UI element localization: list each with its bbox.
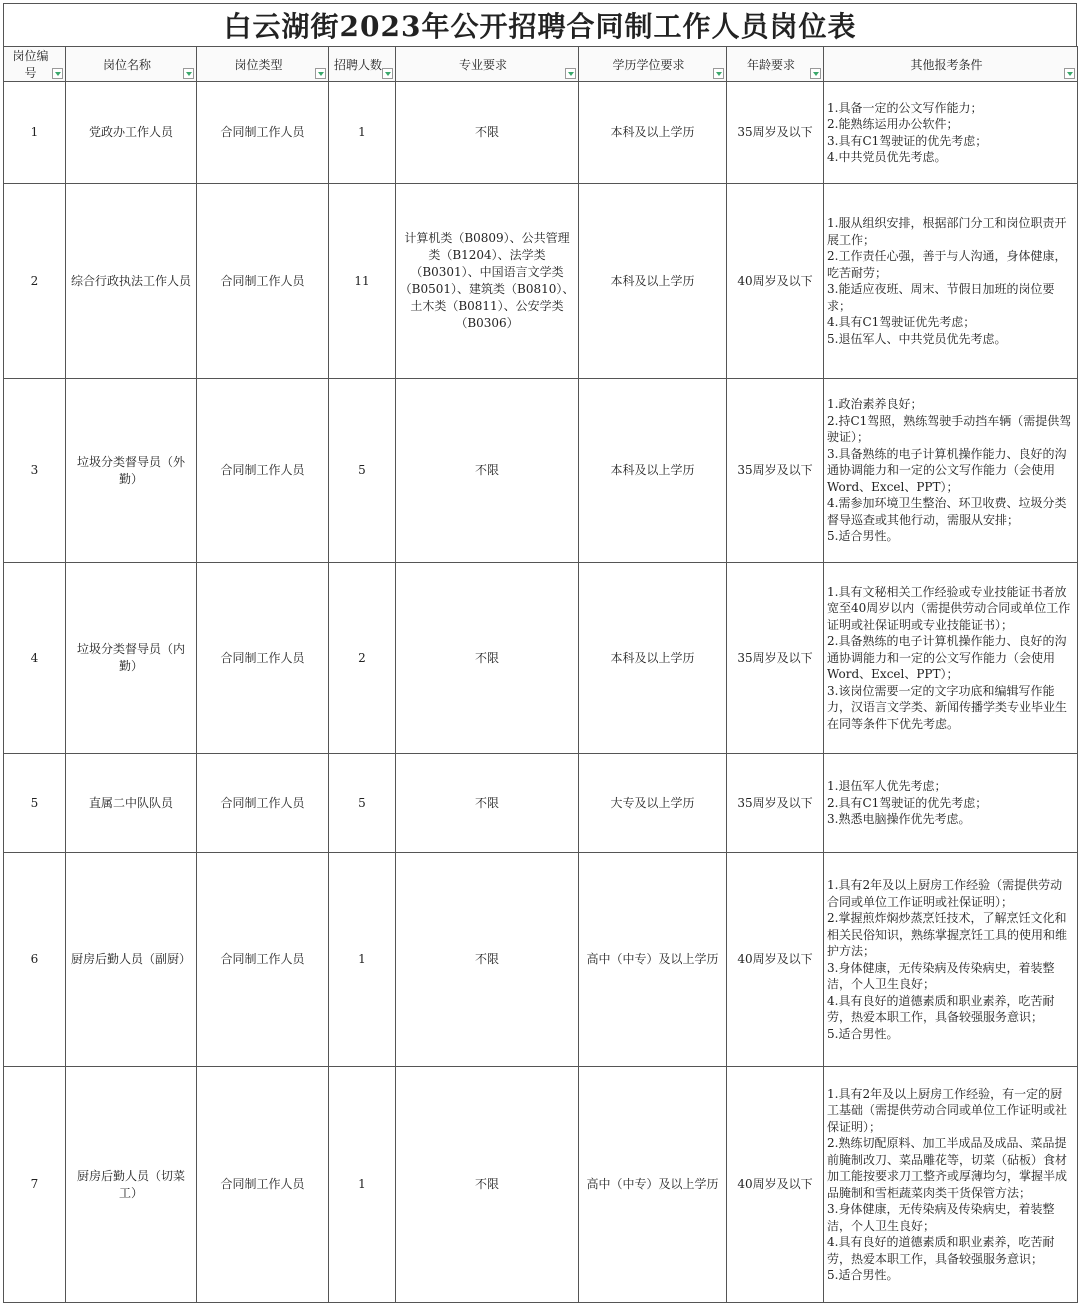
condition-line: 2.掌握煎炸焖炒蒸烹饪技术，了解烹饪文化和相关民俗知识，熟练掌握烹饪工具的使用和维护方法； xyxy=(827,911,1068,958)
cell-type: 合同制工作人员 xyxy=(197,853,329,1067)
cell-count: 5 xyxy=(329,754,396,853)
cell-edu: 本科及以上学历 xyxy=(579,184,727,379)
col-header-id: 岗位编号 xyxy=(4,47,66,82)
cell-major: 计算机类（B0809）、公共管理类（B1204）、法学类（B0301）、中国语言文学类（B0501）、建筑类（B0810）、土木类（B0811）、公安学类（B0306） xyxy=(396,184,579,379)
cell-name: 厨房后勤人员（切菜工） xyxy=(66,1067,197,1303)
cell-conditions xyxy=(824,754,1078,853)
cell-count: 1 xyxy=(329,853,396,1067)
col-header-major: 专业要求 xyxy=(396,47,579,82)
cell-id: 3 xyxy=(4,379,66,563)
filter-dropdown-icon[interactable] xyxy=(713,68,724,79)
filter-dropdown-icon[interactable] xyxy=(565,68,576,79)
condition-line: 2.工作责任心强，善于与人沟通，身体健康，吃苦耐劳； xyxy=(827,249,1067,280)
filter-dropdown-icon[interactable] xyxy=(382,68,393,79)
cell-major: 不限 xyxy=(396,563,579,754)
cell-type: 合同制工作人员 xyxy=(197,754,329,853)
condition-line: 2.具有C1驾驶证的优先考虑； xyxy=(827,795,988,810)
cell-name: 党政办工作人员 xyxy=(66,82,197,184)
filter-dropdown-icon[interactable] xyxy=(183,68,194,79)
cell-type: 合同制工作人员 xyxy=(197,82,329,184)
filter-dropdown-icon[interactable] xyxy=(810,68,821,79)
condition-line: 3.身体健康，无传染病及传染病史，着装整洁，个人卫生良好； xyxy=(827,1202,1055,1233)
table-row xyxy=(4,379,1078,563)
col-header-name: 岗位名称 xyxy=(66,47,197,82)
col-header-conditions: 其他报考条件 xyxy=(824,47,1078,82)
cell-id: 4 xyxy=(4,563,66,754)
cell-id: 6 xyxy=(4,853,66,1067)
cell-name: 综合行政执法工作人员 xyxy=(66,184,197,379)
recruitment-sheet xyxy=(3,3,1077,1303)
cell-edu: 高中（中专）及以上学历 xyxy=(579,853,727,1067)
cell-count: 1 xyxy=(329,1067,396,1303)
table-row xyxy=(4,853,1078,1067)
condition-line: 5.退伍军人、中共党员优先考虑。 xyxy=(827,331,1007,346)
condition-line: 1.具有文秘相关工作经验或专业技能证书者放宽至40周岁以内（需提供劳动合同或单位工作证明或社保证明或专业技能证书）； xyxy=(827,584,1071,632)
cell-conditions xyxy=(824,379,1078,563)
cell-conditions xyxy=(824,184,1078,379)
cell-name: 垃圾分类督导员（内勤） xyxy=(66,563,197,754)
cell-major: 不限 xyxy=(396,754,579,853)
cell-conditions xyxy=(824,82,1078,184)
condition-line: 1.具有2年及以上厨房工作经验，有一定的厨工基础（需提供劳动合同或单位工作证明或社保证明）； xyxy=(827,1086,1068,1134)
col-header-count: 招聘人数 xyxy=(329,47,396,82)
col-header-edu: 学历学位要求 xyxy=(579,47,727,82)
filter-dropdown-icon[interactable] xyxy=(1064,68,1075,79)
cell-edu: 大专及以上学历 xyxy=(579,754,727,853)
condition-line: 5.适合男性。 xyxy=(827,1026,899,1041)
cell-age: 40周岁及以下 xyxy=(727,184,824,379)
condition-line: 4.具有良好的道德素质和职业素养，吃苦耐劳，热爱本职工作，具备较强服务意识； xyxy=(827,993,1055,1024)
condition-line: 1.具备一定的公文写作能力； xyxy=(827,100,983,115)
table-row xyxy=(4,754,1078,853)
condition-line: 3.能适应夜班、周末、节假日加班的岗位要求； xyxy=(827,282,1055,313)
condition-line: 2.熟练切配原料、加工半成品及成品、菜品提前腌制改刀、菜品雕花等，切菜（砧板）食材加工能按要求刀工整齐或厚薄均匀，掌握半成品腌制和雪柜蔬菜肉类干货保管方法； xyxy=(827,1136,1068,1200)
cell-major: 不限 xyxy=(396,82,579,184)
table-row xyxy=(4,82,1078,184)
cell-conditions xyxy=(824,1067,1078,1303)
condition-line: 5.适合男性。 xyxy=(827,1268,899,1282)
cell-major: 不限 xyxy=(396,379,579,563)
condition-line: 3.身体健康，无传染病及传染病史，着装整洁，个人卫生良好； xyxy=(827,960,1055,991)
cell-age: 40周岁及以下 xyxy=(727,1067,824,1303)
cell-age: 35周岁及以下 xyxy=(727,379,824,563)
cell-edu: 本科及以上学历 xyxy=(579,379,727,563)
cell-age: 35周岁及以下 xyxy=(727,754,824,853)
condition-line: 2.持C1驾照，熟练驾驶手动挡车辆（需提供驾驶证）； xyxy=(827,413,1072,445)
cell-edu: 本科及以上学历 xyxy=(579,82,727,184)
table-row xyxy=(4,1067,1078,1303)
condition-line: 3.具备熟练的电子计算机操作能力、良好的沟通协调能力和一定的公文写作能力（会使用Word、Excel、PPT）； xyxy=(827,446,1067,494)
condition-line: 1.具有2年及以上厨房工作经验（需提供劳动合同或单位工作证明或社保证明）； xyxy=(827,878,1063,909)
table-row xyxy=(4,184,1078,379)
cell-name: 垃圾分类督导员（外勤） xyxy=(66,379,197,563)
page-title: 白云湖街2023年公开招聘合同制工作人员岗位表 xyxy=(3,3,1077,46)
cell-type: 合同制工作人员 xyxy=(197,563,329,754)
cell-conditions xyxy=(824,563,1078,754)
cell-type: 合同制工作人员 xyxy=(197,184,329,379)
cell-count: 5 xyxy=(329,379,396,563)
table-row xyxy=(4,563,1078,754)
header-row xyxy=(4,47,1078,82)
condition-line: 4.中共党员优先考虑。 xyxy=(827,150,947,164)
col-header-type: 岗位类型 xyxy=(197,47,329,82)
cell-count: 2 xyxy=(329,563,396,754)
cell-id: 2 xyxy=(4,184,66,379)
filter-dropdown-icon[interactable] xyxy=(315,68,326,79)
condition-line: 1.退伍军人优先考虑； xyxy=(827,779,947,794)
condition-line: 2.能熟练运用办公软件； xyxy=(827,117,959,131)
cell-count: 1 xyxy=(329,82,396,184)
cell-major: 不限 xyxy=(396,853,579,1067)
cell-id: 1 xyxy=(4,82,66,184)
condition-line: 2.具备熟练的电子计算机操作能力、良好的沟通协调能力和一定的公文写作能力（会使用Word、Excel、PPT）； xyxy=(827,634,1067,682)
condition-line: 3.具有C1驾驶证的优先考虑； xyxy=(827,133,988,148)
condition-line: 1.服从组织安排，根据部门分工和岗位职责开展工作； xyxy=(827,216,1067,247)
condition-line: 3.熟悉电脑操作优先考虑。 xyxy=(827,812,971,827)
cell-edu: 高中（中专）及以上学历 xyxy=(579,1067,727,1303)
cell-age: 35周岁及以下 xyxy=(727,563,824,754)
cell-major: 不限 xyxy=(396,1067,579,1303)
cell-edu: 本科及以上学历 xyxy=(579,563,727,754)
cell-age: 35周岁及以下 xyxy=(727,82,824,184)
filter-dropdown-icon[interactable] xyxy=(52,68,63,79)
condition-line: 4.具有C1驾驶证优先考虑； xyxy=(827,315,976,329)
condition-line: 4.需参加环境卫生整治、环卫收费、垃圾分类督导巡查或其他行动，需服从安排； xyxy=(827,496,1067,527)
condition-line: 3.该岗位需要一定的文字功底和编辑写作能力，汉语言文学类、新闻传播学类专业毕业生在同等条件下优先考虑。 xyxy=(827,683,1068,731)
cell-conditions xyxy=(824,853,1078,1067)
cell-id: 5 xyxy=(4,754,66,853)
cell-id: 7 xyxy=(4,1067,66,1303)
condition-line: 5.适合男性。 xyxy=(827,529,899,544)
cell-count: 11 xyxy=(329,184,396,379)
cell-age: 40周岁及以下 xyxy=(727,853,824,1067)
condition-line: 4.具有良好的道德素质和职业素养，吃苦耐劳，热爱本职工作，具备较强服务意识； xyxy=(827,1235,1055,1266)
cell-name: 厨房后勤人员（副厨） xyxy=(66,853,197,1067)
cell-type: 合同制工作人员 xyxy=(197,379,329,563)
cell-type: 合同制工作人员 xyxy=(197,1067,329,1303)
condition-line: 1.政治素养良好； xyxy=(827,397,923,412)
positions-table xyxy=(3,46,1078,1303)
col-header-age: 年龄要求 xyxy=(727,47,824,82)
cell-name: 直属二中队队员 xyxy=(66,754,197,853)
